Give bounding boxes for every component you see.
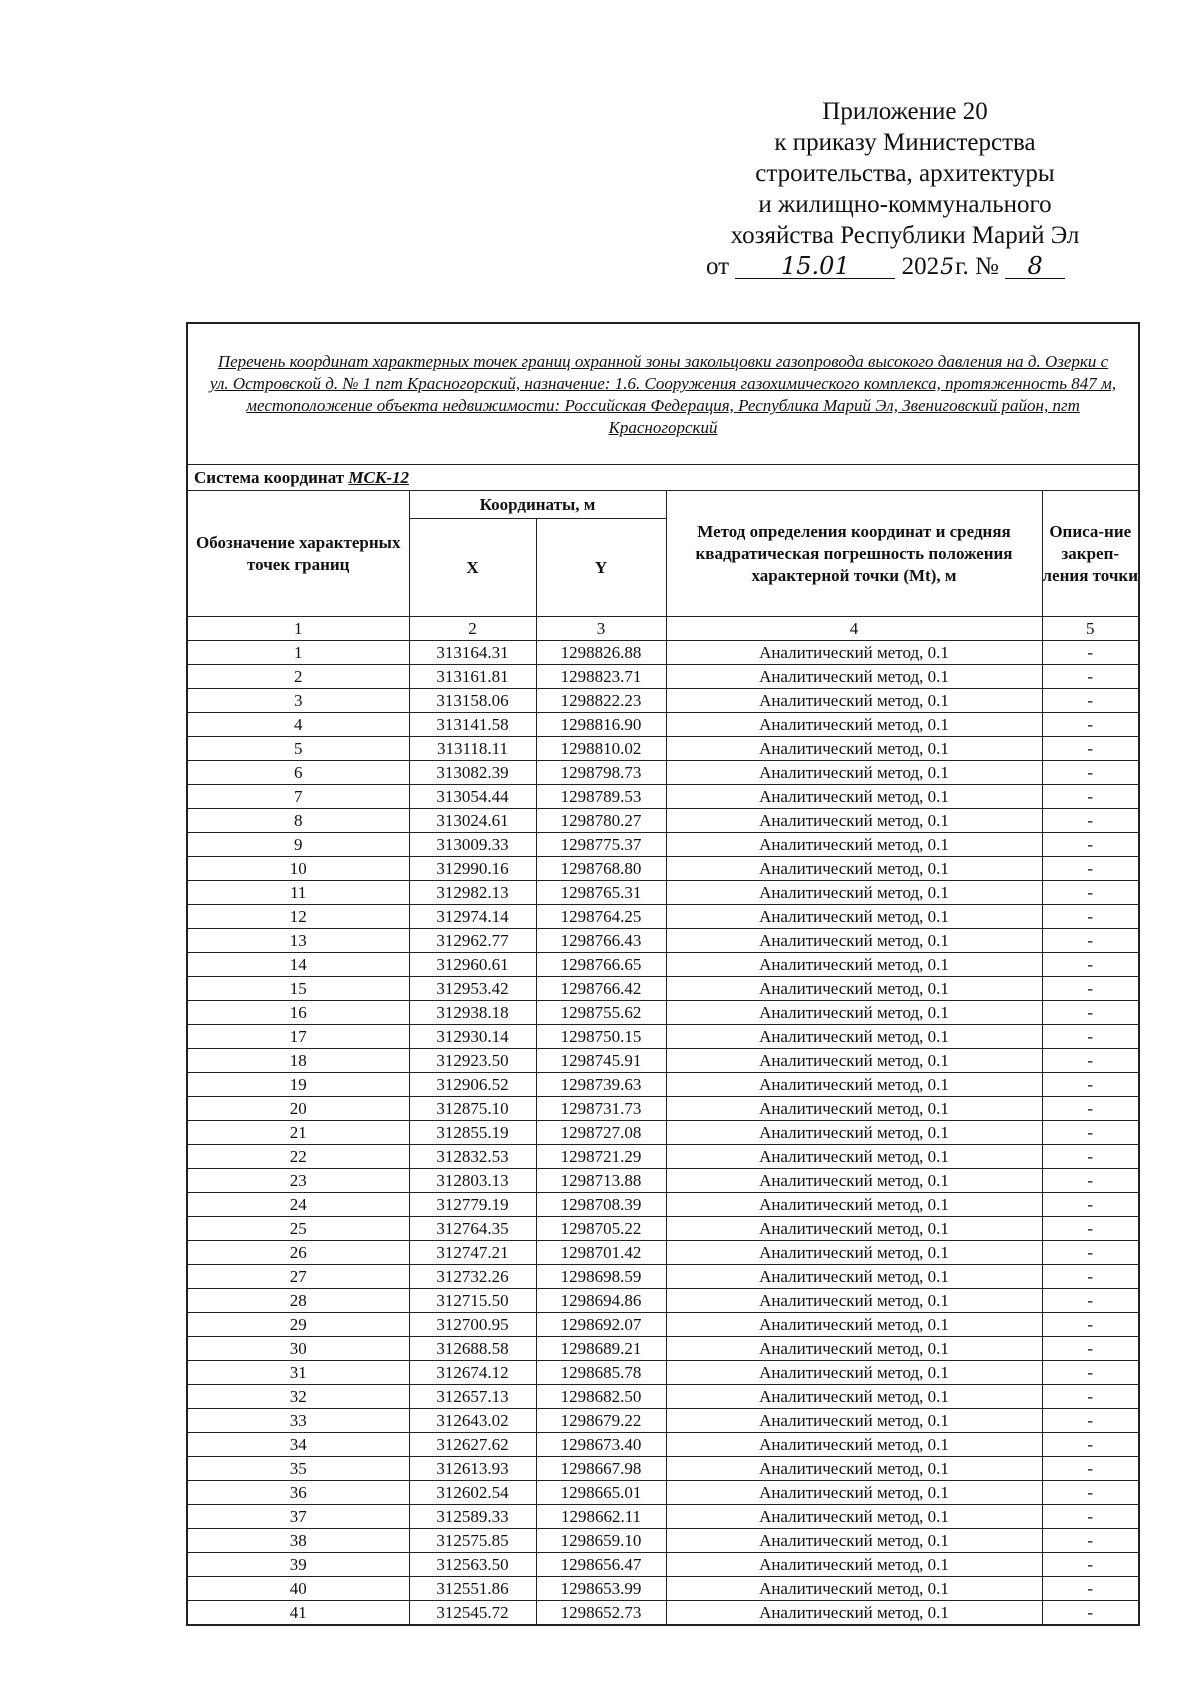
method-cell: Аналитический метод, 0.1 xyxy=(666,1121,1042,1145)
description-cell: - xyxy=(1042,1361,1139,1385)
point-number-cell: 32 xyxy=(187,1385,409,1409)
y-coordinate-cell: 1298682.50 xyxy=(536,1385,666,1409)
point-number-cell: 3 xyxy=(187,689,409,713)
method-cell: Аналитический метод, 0.1 xyxy=(666,1457,1042,1481)
table-row xyxy=(187,737,1139,761)
point-number-cell: 26 xyxy=(187,1241,409,1265)
x-coordinate-cell: 313161.81 xyxy=(409,665,536,689)
x-coordinate-cell: 313054.44 xyxy=(409,785,536,809)
x-coordinate-cell: 312960.61 xyxy=(409,953,536,977)
table-row xyxy=(187,665,1139,689)
description-cell: - xyxy=(1042,1337,1139,1361)
x-coordinate-cell: 312855.19 xyxy=(409,1121,536,1145)
description-cell: - xyxy=(1042,1241,1139,1265)
x-coordinate-cell: 312875.10 xyxy=(409,1097,536,1121)
x-coordinate-cell: 312962.77 xyxy=(409,929,536,953)
y-coordinate-cell: 1298768.80 xyxy=(536,857,666,881)
description-cell: - xyxy=(1042,1529,1139,1553)
point-number-cell: 12 xyxy=(187,905,409,929)
point-number-cell: 28 xyxy=(187,1289,409,1313)
description-cell: - xyxy=(1042,905,1139,929)
method-cell: Аналитический метод, 0.1 xyxy=(666,785,1042,809)
point-number-cell: 13 xyxy=(187,929,409,953)
table-row xyxy=(187,1505,1139,1529)
description-cell: - xyxy=(1042,713,1139,737)
y-coordinate-cell: 1298659.10 xyxy=(536,1529,666,1553)
point-number-cell: 39 xyxy=(187,1553,409,1577)
x-coordinate-cell: 312688.58 xyxy=(409,1337,536,1361)
description-cell: - xyxy=(1042,977,1139,1001)
x-coordinate-cell: 312930.14 xyxy=(409,1025,536,1049)
method-cell: Аналитический метод, 0.1 xyxy=(666,1265,1042,1289)
x-coordinate-cell: 312974.14 xyxy=(409,905,536,929)
x-coordinate-cell: 313141.58 xyxy=(409,713,536,737)
description-cell: - xyxy=(1042,1577,1139,1601)
x-coordinate-cell: 312715.50 xyxy=(409,1289,536,1313)
table-row xyxy=(187,1121,1139,1145)
description-cell: - xyxy=(1042,1553,1139,1577)
column-number-row xyxy=(187,617,1139,641)
x-coordinate-cell: 313118.11 xyxy=(409,737,536,761)
x-coordinate-cell: 313024.61 xyxy=(409,809,536,833)
description-cell: - xyxy=(1042,1313,1139,1337)
description-cell: - xyxy=(1042,1481,1139,1505)
x-coordinate-cell: 312982.13 xyxy=(409,881,536,905)
x-coordinate-cell: 313158.06 xyxy=(409,689,536,713)
table-row xyxy=(187,1193,1139,1217)
table-row xyxy=(187,1385,1139,1409)
y-coordinate-cell: 1298766.65 xyxy=(536,953,666,977)
x-coordinate-cell: 312674.12 xyxy=(409,1361,536,1385)
y-coordinate-cell: 1298685.78 xyxy=(536,1361,666,1385)
table-row xyxy=(187,1217,1139,1241)
method-cell: Аналитический метод, 0.1 xyxy=(666,689,1042,713)
description-cell: - xyxy=(1042,881,1139,905)
table-row xyxy=(187,1049,1139,1073)
handwritten-year: 5 xyxy=(940,255,955,280)
point-number-cell: 17 xyxy=(187,1025,409,1049)
table-row xyxy=(187,1001,1139,1025)
description-cell: - xyxy=(1042,1385,1139,1409)
x-coordinate-cell: 312575.85 xyxy=(409,1529,536,1553)
number-prefix: г. № xyxy=(955,253,999,280)
description-cell: - xyxy=(1042,1457,1139,1481)
y-coordinate-cell: 1298667.98 xyxy=(536,1457,666,1481)
x-coordinate-cell: 312953.42 xyxy=(409,977,536,1001)
y-coordinate-cell: 1298764.25 xyxy=(536,905,666,929)
coordinate-system xyxy=(187,465,1139,491)
x-coordinate-cell: 312747.21 xyxy=(409,1241,536,1265)
table-row xyxy=(187,1289,1139,1313)
header-x: X xyxy=(409,519,536,617)
y-coordinate-cell: 1298705.22 xyxy=(536,1217,666,1241)
table-title: Перечень координат характерных точек границ охранной зоны закольцовки газопровода высокого давления на д. Озерки с ул. Островской д. № 1 пгт Красногорский, назначение: 1.6. Сооружения газохимического комплекса, протяженность 847 м, местоположение объекта недвижимости: Российская Федерация, Республика Марий Эл, Звениговский район, пгт Красногорский xyxy=(187,323,1139,465)
y-coordinate-cell: 1298823.71 xyxy=(536,665,666,689)
y-coordinate-cell: 1298713.88 xyxy=(536,1169,666,1193)
header-line-republic: хозяйства Республики Марий Эл xyxy=(730,222,1080,249)
y-coordinate-cell: 1298750.15 xyxy=(536,1025,666,1049)
header-coordinates: Координаты, м xyxy=(409,491,666,519)
point-number-cell: 15 xyxy=(187,977,409,1001)
y-coordinate-cell: 1298665.01 xyxy=(536,1481,666,1505)
method-cell: Аналитический метод, 0.1 xyxy=(666,1217,1042,1241)
table-row xyxy=(187,1481,1139,1505)
coordinates-table-body xyxy=(187,323,1139,1625)
x-coordinate-cell: 312602.54 xyxy=(409,1481,536,1505)
y-coordinate-cell: 1298653.99 xyxy=(536,1577,666,1601)
y-coordinate-cell: 1298822.23 xyxy=(536,689,666,713)
x-coordinate-cell: 312990.16 xyxy=(409,857,536,881)
table-row xyxy=(187,1025,1139,1049)
description-cell: - xyxy=(1042,833,1139,857)
year-prefix: 202 xyxy=(901,253,940,280)
method-cell: Аналитический метод, 0.1 xyxy=(666,761,1042,785)
method-cell: Аналитический метод, 0.1 xyxy=(666,1241,1042,1265)
description-cell: - xyxy=(1042,1001,1139,1025)
method-cell: Аналитический метод, 0.1 xyxy=(666,1145,1042,1169)
description-cell: - xyxy=(1042,1145,1139,1169)
description-cell: - xyxy=(1042,1601,1139,1626)
table-row xyxy=(187,1097,1139,1121)
handwritten-date: 15.01 xyxy=(735,254,895,279)
method-cell: Аналитический метод, 0.1 xyxy=(666,953,1042,977)
table-row xyxy=(187,1241,1139,1265)
point-number-cell: 31 xyxy=(187,1361,409,1385)
y-coordinate-cell: 1298765.31 xyxy=(536,881,666,905)
point-number-cell: 4 xyxy=(187,713,409,737)
coordinate-system-name: МСК-12 xyxy=(348,467,410,487)
point-number-cell: 7 xyxy=(187,785,409,809)
y-coordinate-cell: 1298731.73 xyxy=(536,1097,666,1121)
table-row xyxy=(187,1337,1139,1361)
point-number-cell: 8 xyxy=(187,809,409,833)
x-coordinate-cell: 312700.95 xyxy=(409,1313,536,1337)
method-cell: Аналитический метод, 0.1 xyxy=(666,929,1042,953)
table-row xyxy=(187,1577,1139,1601)
point-number-cell: 25 xyxy=(187,1217,409,1241)
description-cell: - xyxy=(1042,689,1139,713)
y-coordinate-cell: 1298662.11 xyxy=(536,1505,666,1529)
header-description: Описа-ние закреп-ления точки xyxy=(1042,491,1139,617)
point-number-cell: 2 xyxy=(187,665,409,689)
method-cell: Аналитический метод, 0.1 xyxy=(666,1313,1042,1337)
x-coordinate-cell: 312643.02 xyxy=(409,1409,536,1433)
point-number-cell: 6 xyxy=(187,761,409,785)
description-cell: - xyxy=(1042,1193,1139,1217)
x-coordinate-cell: 313164.31 xyxy=(409,641,536,665)
y-coordinate-cell: 1298798.73 xyxy=(536,761,666,785)
table-row xyxy=(187,809,1139,833)
method-cell: Аналитический метод, 0.1 xyxy=(666,1289,1042,1313)
point-number-cell: 30 xyxy=(187,1337,409,1361)
column-number: 5 xyxy=(1042,617,1139,641)
description-cell: - xyxy=(1042,1265,1139,1289)
x-coordinate-cell: 312803.13 xyxy=(409,1169,536,1193)
x-coordinate-cell: 312779.19 xyxy=(409,1193,536,1217)
method-cell: Аналитический метод, 0.1 xyxy=(666,1601,1042,1626)
header-row-top xyxy=(187,491,1139,519)
y-coordinate-cell: 1298766.43 xyxy=(536,929,666,953)
method-cell: Аналитический метод, 0.1 xyxy=(666,977,1042,1001)
method-cell: Аналитический метод, 0.1 xyxy=(666,1529,1042,1553)
table-row xyxy=(187,641,1139,665)
x-coordinate-cell: 312832.53 xyxy=(409,1145,536,1169)
header-line-ministry: строительства, архитектуры xyxy=(755,160,1055,187)
table-row xyxy=(187,713,1139,737)
table-row xyxy=(187,833,1139,857)
y-coordinate-cell: 1298689.21 xyxy=(536,1337,666,1361)
method-cell: Аналитический метод, 0.1 xyxy=(666,1049,1042,1073)
method-cell: Аналитический метод, 0.1 xyxy=(666,905,1042,929)
column-number: 3 xyxy=(536,617,666,641)
method-cell: Аналитический метод, 0.1 xyxy=(666,713,1042,737)
description-cell: - xyxy=(1042,1409,1139,1433)
method-cell: Аналитический метод, 0.1 xyxy=(666,1193,1042,1217)
header-method: Метод определения координат и средняя квадратическая погрешность положения характерной точки (Mt), м xyxy=(666,491,1042,617)
point-number-cell: 33 xyxy=(187,1409,409,1433)
table-row xyxy=(187,761,1139,785)
date-prefix: от xyxy=(706,253,730,280)
y-coordinate-cell: 1298745.91 xyxy=(536,1049,666,1073)
description-cell: - xyxy=(1042,641,1139,665)
table-title-row xyxy=(187,323,1139,465)
x-coordinate-cell: 312613.93 xyxy=(409,1457,536,1481)
point-number-cell: 38 xyxy=(187,1529,409,1553)
point-number-cell: 14 xyxy=(187,953,409,977)
point-number-cell: 19 xyxy=(187,1073,409,1097)
point-number-cell: 5 xyxy=(187,737,409,761)
table-row xyxy=(187,857,1139,881)
y-coordinate-cell: 1298780.27 xyxy=(536,809,666,833)
x-coordinate-cell: 312589.33 xyxy=(409,1505,536,1529)
point-number-cell: 40 xyxy=(187,1577,409,1601)
point-number-cell: 34 xyxy=(187,1433,409,1457)
table-row xyxy=(187,905,1139,929)
point-number-cell: 11 xyxy=(187,881,409,905)
y-coordinate-cell: 1298755.62 xyxy=(536,1001,666,1025)
table-row xyxy=(187,1529,1139,1553)
column-number: 4 xyxy=(666,617,1042,641)
table-row xyxy=(187,929,1139,953)
description-cell: - xyxy=(1042,737,1139,761)
table-row xyxy=(187,1601,1139,1626)
header-line-appendix: Приложение 20 xyxy=(822,98,988,125)
x-coordinate-cell: 312627.62 xyxy=(409,1433,536,1457)
table-row xyxy=(187,1313,1139,1337)
table-row xyxy=(187,1361,1139,1385)
description-cell: - xyxy=(1042,1169,1139,1193)
table-row xyxy=(187,689,1139,713)
x-coordinate-cell: 312551.86 xyxy=(409,1577,536,1601)
description-cell: - xyxy=(1042,1217,1139,1241)
y-coordinate-cell: 1298789.53 xyxy=(536,785,666,809)
header-line-housing: и жилищно-коммунального xyxy=(758,191,1052,218)
table-row xyxy=(187,1145,1139,1169)
x-coordinate-cell: 312764.35 xyxy=(409,1217,536,1241)
method-cell: Аналитический метод, 0.1 xyxy=(666,737,1042,761)
table-row xyxy=(187,1265,1139,1289)
point-number-cell: 36 xyxy=(187,1481,409,1505)
point-number-cell: 10 xyxy=(187,857,409,881)
table-row xyxy=(187,1073,1139,1097)
y-coordinate-cell: 1298739.63 xyxy=(536,1073,666,1097)
y-coordinate-cell: 1298679.22 xyxy=(536,1409,666,1433)
description-cell: - xyxy=(1042,1433,1139,1457)
y-coordinate-cell: 1298766.42 xyxy=(536,977,666,1001)
description-cell: - xyxy=(1042,1289,1139,1313)
point-number-cell: 24 xyxy=(187,1193,409,1217)
method-cell: Аналитический метод, 0.1 xyxy=(666,1169,1042,1193)
y-coordinate-cell: 1298694.86 xyxy=(536,1289,666,1313)
method-cell: Аналитический метод, 0.1 xyxy=(666,1433,1042,1457)
y-coordinate-cell: 1298810.02 xyxy=(536,737,666,761)
y-coordinate-cell: 1298673.40 xyxy=(536,1433,666,1457)
x-coordinate-cell: 312923.50 xyxy=(409,1049,536,1073)
description-cell: - xyxy=(1042,809,1139,833)
table-row xyxy=(187,953,1139,977)
method-cell: Аналитический метод, 0.1 xyxy=(666,1481,1042,1505)
method-cell: Аналитический метод, 0.1 xyxy=(666,809,1042,833)
point-number-cell: 16 xyxy=(187,1001,409,1025)
y-coordinate-cell: 1298698.59 xyxy=(536,1265,666,1289)
method-cell: Аналитический метод, 0.1 xyxy=(666,1097,1042,1121)
coordinate-system-label: Система координат xyxy=(194,467,345,487)
point-number-cell: 35 xyxy=(187,1457,409,1481)
description-cell: - xyxy=(1042,1505,1139,1529)
description-cell: - xyxy=(1042,1025,1139,1049)
y-coordinate-cell: 1298656.47 xyxy=(536,1553,666,1577)
table-row xyxy=(187,1433,1139,1457)
table-row xyxy=(187,977,1139,1001)
method-cell: Аналитический метод, 0.1 xyxy=(666,1505,1042,1529)
point-number-cell: 22 xyxy=(187,1145,409,1169)
x-coordinate-cell: 312732.26 xyxy=(409,1265,536,1289)
description-cell: - xyxy=(1042,929,1139,953)
table-row xyxy=(187,785,1139,809)
point-number-cell: 9 xyxy=(187,833,409,857)
method-cell: Аналитический метод, 0.1 xyxy=(666,857,1042,881)
method-cell: Аналитический метод, 0.1 xyxy=(666,833,1042,857)
point-number-cell: 21 xyxy=(187,1121,409,1145)
column-number: 1 xyxy=(187,617,409,641)
point-number-cell: 37 xyxy=(187,1505,409,1529)
x-coordinate-cell: 312563.50 xyxy=(409,1553,536,1577)
description-cell: - xyxy=(1042,1097,1139,1121)
method-cell: Аналитический метод, 0.1 xyxy=(666,1385,1042,1409)
header-line-order: к приказу Министерства xyxy=(774,129,1036,156)
x-coordinate-cell: 312657.13 xyxy=(409,1385,536,1409)
y-coordinate-cell: 1298708.39 xyxy=(536,1193,666,1217)
coordinates-table xyxy=(186,322,1140,1626)
y-coordinate-cell: 1298692.07 xyxy=(536,1313,666,1337)
description-cell: - xyxy=(1042,857,1139,881)
method-cell: Аналитический метод, 0.1 xyxy=(666,1577,1042,1601)
header-point-designation: Обозначение характерных точек границ xyxy=(187,491,409,617)
x-coordinate-cell: 312545.72 xyxy=(409,1601,536,1626)
y-coordinate-cell: 1298652.73 xyxy=(536,1601,666,1626)
point-number-cell: 29 xyxy=(187,1313,409,1337)
y-coordinate-cell: 1298826.88 xyxy=(536,641,666,665)
y-coordinate-cell: 1298727.08 xyxy=(536,1121,666,1145)
x-coordinate-cell: 313009.33 xyxy=(409,833,536,857)
description-cell: - xyxy=(1042,785,1139,809)
description-cell: - xyxy=(1042,1049,1139,1073)
method-cell: Аналитический метод, 0.1 xyxy=(666,1553,1042,1577)
point-number-cell: 23 xyxy=(187,1169,409,1193)
y-coordinate-cell: 1298721.29 xyxy=(536,1145,666,1169)
point-number-cell: 20 xyxy=(187,1097,409,1121)
handwritten-order-number: 8 xyxy=(1005,254,1065,279)
method-cell: Аналитический метод, 0.1 xyxy=(666,1073,1042,1097)
y-coordinate-cell: 1298775.37 xyxy=(536,833,666,857)
description-cell: - xyxy=(1042,761,1139,785)
point-number-cell: 18 xyxy=(187,1049,409,1073)
description-cell: - xyxy=(1042,1073,1139,1097)
point-number-cell: 41 xyxy=(187,1601,409,1626)
point-number-cell: 1 xyxy=(187,641,409,665)
x-coordinate-cell: 312906.52 xyxy=(409,1073,536,1097)
method-cell: Аналитический метод, 0.1 xyxy=(666,641,1042,665)
y-coordinate-cell: 1298816.90 xyxy=(536,713,666,737)
method-cell: Аналитический метод, 0.1 xyxy=(666,665,1042,689)
description-cell: - xyxy=(1042,1121,1139,1145)
method-cell: Аналитический метод, 0.1 xyxy=(666,1409,1042,1433)
method-cell: Аналитический метод, 0.1 xyxy=(666,1337,1042,1361)
order-date-line xyxy=(690,251,1120,282)
table-row xyxy=(187,1409,1139,1433)
table-row xyxy=(187,881,1139,905)
method-cell: Аналитический метод, 0.1 xyxy=(666,881,1042,905)
method-cell: Аналитический метод, 0.1 xyxy=(666,1025,1042,1049)
description-cell: - xyxy=(1042,665,1139,689)
point-number-cell: 27 xyxy=(187,1265,409,1289)
column-number: 2 xyxy=(409,617,536,641)
method-cell: Аналитический метод, 0.1 xyxy=(666,1001,1042,1025)
description-cell: - xyxy=(1042,953,1139,977)
table-row xyxy=(187,1169,1139,1193)
x-coordinate-cell: 312938.18 xyxy=(409,1001,536,1025)
appendix-header xyxy=(690,96,1120,282)
method-cell: Аналитический метод, 0.1 xyxy=(666,1361,1042,1385)
x-coordinate-cell: 313082.39 xyxy=(409,761,536,785)
table-row xyxy=(187,1553,1139,1577)
y-coordinate-cell: 1298701.42 xyxy=(536,1241,666,1265)
header-y: Y xyxy=(536,519,666,617)
coordinate-system-row xyxy=(187,465,1139,491)
table-row xyxy=(187,1457,1139,1481)
